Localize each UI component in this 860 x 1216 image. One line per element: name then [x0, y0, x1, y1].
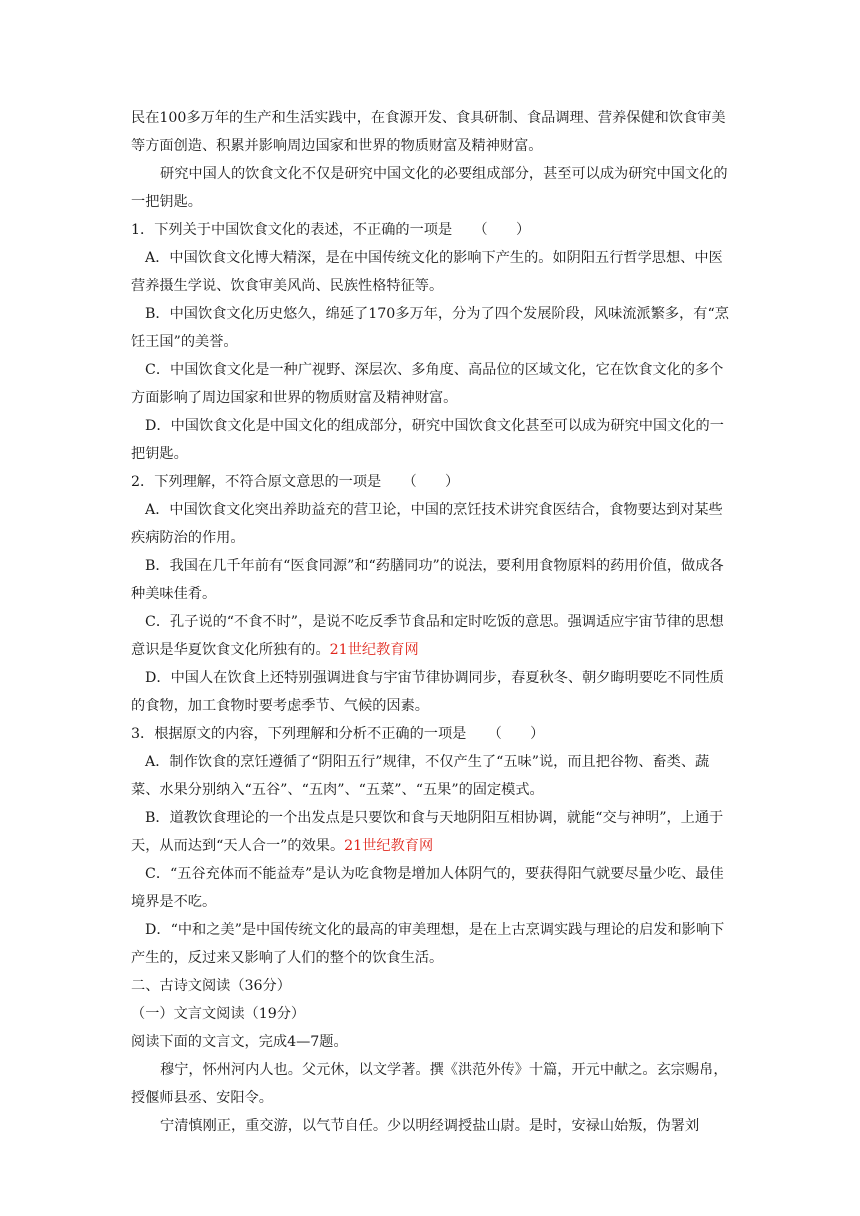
question-1-stem: 1．下列关于中国饮食文化的表述，不正确的一项是 （ ）	[131, 222, 531, 238]
question-2-option-b: B．我国在几千年前有“医食同源”和“药膳同功”的说法，要利用食物原料的药用价值，做成各种美味佳肴。	[131, 558, 724, 602]
question-3-option-a: A．制作饮食的烹饪遵循了“阴阳五行”规律，不仅产生了“五味”说，而且把谷物、畜类、蔬菜、水果分别纳入“五谷”、“五肉”、“五菜”、“五果”的固定模式。	[131, 754, 710, 798]
passage-paragraph: 民在100多万年的生产和生活实践中，在食源开发、食具研制、食品调理、营养保健和饮食审美等方面创造、积累并影响周边国家和世界的物质财富及精神财富。	[131, 110, 726, 154]
subsection-title: （一）文言文阅读（19分）	[131, 1006, 306, 1022]
question-1-option-d: D．中国饮食文化是中国文化的组成部分，研究中国饮食文化甚至可以成为研究中国文化的一把钥匙。	[131, 418, 724, 462]
watermark-text: 21世纪教育网	[329, 642, 419, 658]
question-2-option-d: D．中国人在饮食上还特别强调进食与宇宙节律协调同步，春夏秋冬、朝夕晦明要吃不同性质的食物，加工食物时要考虑季节、气候的因素。	[131, 670, 724, 714]
classical-text-paragraph: 穆宁，怀州河内人也。父元休，以文学著。撰《洪范外传》十篇，开元中献之。玄宗赐帛，授偃师县丞、安阳令。	[131, 1062, 728, 1106]
watermark-text: 21世纪教育网	[344, 838, 434, 854]
question-2-option-c	[131, 608, 731, 664]
question-1-option-a: A．中国饮食文化博大精深，是在中国传统文化的影响下产生的。如阴阳五行哲学思想、中医营养摄生学说、饮食审美风尚、民族性格特征等。	[131, 250, 723, 294]
section-title: 二、古诗文阅读（36分）	[131, 978, 291, 994]
question-1-option-c: C．中国饮食文化是一种广视野、深层次、多角度、高品位的区域文化，它在饮食文化的多个方面影响了周边国家和世界的物质财富及精神财富。	[131, 362, 724, 406]
question-3-option-b-text: B．道教饮食理论的一个出发点是只要饮和食与天地阴阳互相协调，就能“交与神明”，上通于天，从而达到“天人合一”的效果。	[131, 810, 724, 854]
question-2-option-a: A．中国饮食文化突出养助益充的营卫论，中国的烹饪技术讲究食医结合，食物要达到对某些疾病防治的作用。	[131, 502, 723, 546]
instruction-text: 阅读下面的文言文，完成4—7题。	[131, 1034, 348, 1050]
question-3-stem: 3．根据原文的内容，下列理解和分析不正确的一项是 （ ）	[131, 726, 545, 742]
question-1-option-b: B．中国饮食文化历史悠久，绵延了170多万年，分为了四个发展阶段，风味流派繁多，有“烹饪王国”的美誉。	[131, 306, 729, 350]
question-2-stem: 2．下列理解，不符合原文意思的一项是 （ ）	[131, 474, 460, 490]
question-2-option-c-text: C．孔子说的“不食不时”，是说不吃反季节食品和定时吃饭的意思。强调适应宇宙节律的思想意识是华夏饮食文化所独有的。	[131, 614, 724, 658]
classical-text-paragraph: 宁清慎刚正，重交游，以气节自任。少以明经调授盐山尉。是时，安禄山始叛，伪署刘	[160, 1118, 700, 1134]
question-3-option-b	[131, 804, 731, 860]
question-3-option-c: C．“五谷充体而不能益寿”是认为吃食物是增加人体阴气的，要获得阳气就要尽量少吃、最佳境界是不吃。	[131, 866, 724, 910]
passage-paragraph: 研究中国人的饮食文化不仅是研究中国文化的必要组成部分，甚至可以成为研究中国文化的一把钥匙。	[131, 166, 728, 210]
question-3-option-d: D．“中和之美”是中国传统文化的最高的审美理想，是在上古烹调实践与理论的启发和影响下产生的，反过来又影响了人们的整个的饮食生活。	[131, 922, 725, 966]
